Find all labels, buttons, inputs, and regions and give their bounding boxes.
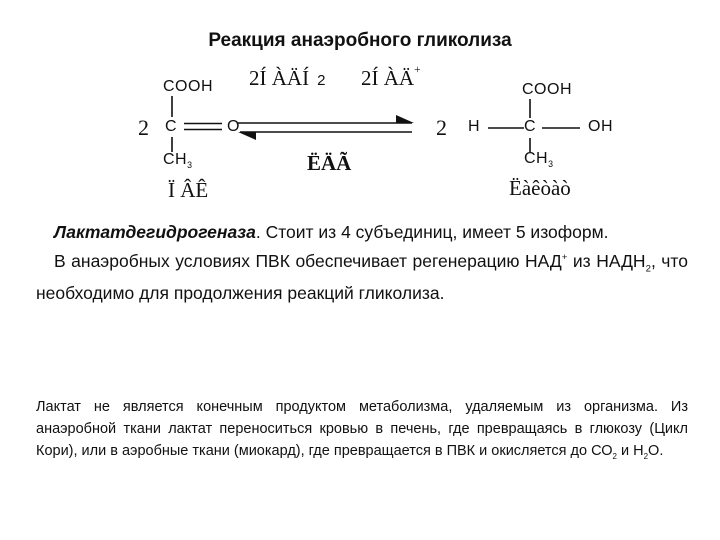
left-oxygen: O — [227, 118, 240, 135]
right-coefficient: 2 — [436, 115, 447, 140]
product-name: Ëàêòàò — [509, 176, 571, 200]
right-hydrogen: H — [468, 118, 481, 135]
page-title: Реакция анаэробного гликолиза — [208, 30, 512, 51]
enzyme-label: ËÄÃ — [307, 151, 352, 175]
left-carbon: C — [165, 118, 178, 135]
ldh-line: Лактатдегидрогеназа. Стоит из 4 субъединиц, имеет 5 изоформ. — [54, 222, 609, 242]
paragraph-lactate: Лактат не является конечным продуктом метаболизма, удаляемым из организма. Из анаэробной ткани лактат переноситься кровью в печень, где превращаясь в глюкозу (Цикл Кори), или в аэробные ткани (миокард), где превращается в ПВК и окисляется до $СО_2$ и $Н_2О$. — [36, 399, 688, 461]
right-cooh: COOH — [522, 81, 572, 98]
ldh-term: Лактатдегидрогеназа — [54, 222, 256, 242]
cofactor-nadh: 2Í ÀÄÍ 2 — [249, 66, 326, 90]
paragraph-ldh — [36, 220, 688, 306]
left-cooh: COOH — [163, 78, 213, 95]
cofactor-nad: 2Í ÀÄ+ — [361, 64, 421, 90]
reverse-arrow-head — [238, 132, 256, 140]
left-ch3: $CH_3$ — [163, 151, 193, 171]
regeneration-line: В анаэробных условиях ПВК обеспечивает регенерацию НАД+ из $НАДН_2$, что необходимо для продолжения реакций гликолиза. — [36, 250, 688, 304]
forward-arrow-head — [396, 115, 414, 123]
right-carbon: C — [524, 118, 537, 135]
right-hydroxyl: OH — [588, 118, 613, 135]
reaction-lines — [0, 0, 720, 215]
left-coefficient: 2 — [138, 115, 149, 140]
right-ch3: $CH_3$ — [524, 150, 554, 170]
reaction-scheme — [0, 0, 720, 215]
substrate-name: Ï ÂÊ — [168, 178, 209, 202]
